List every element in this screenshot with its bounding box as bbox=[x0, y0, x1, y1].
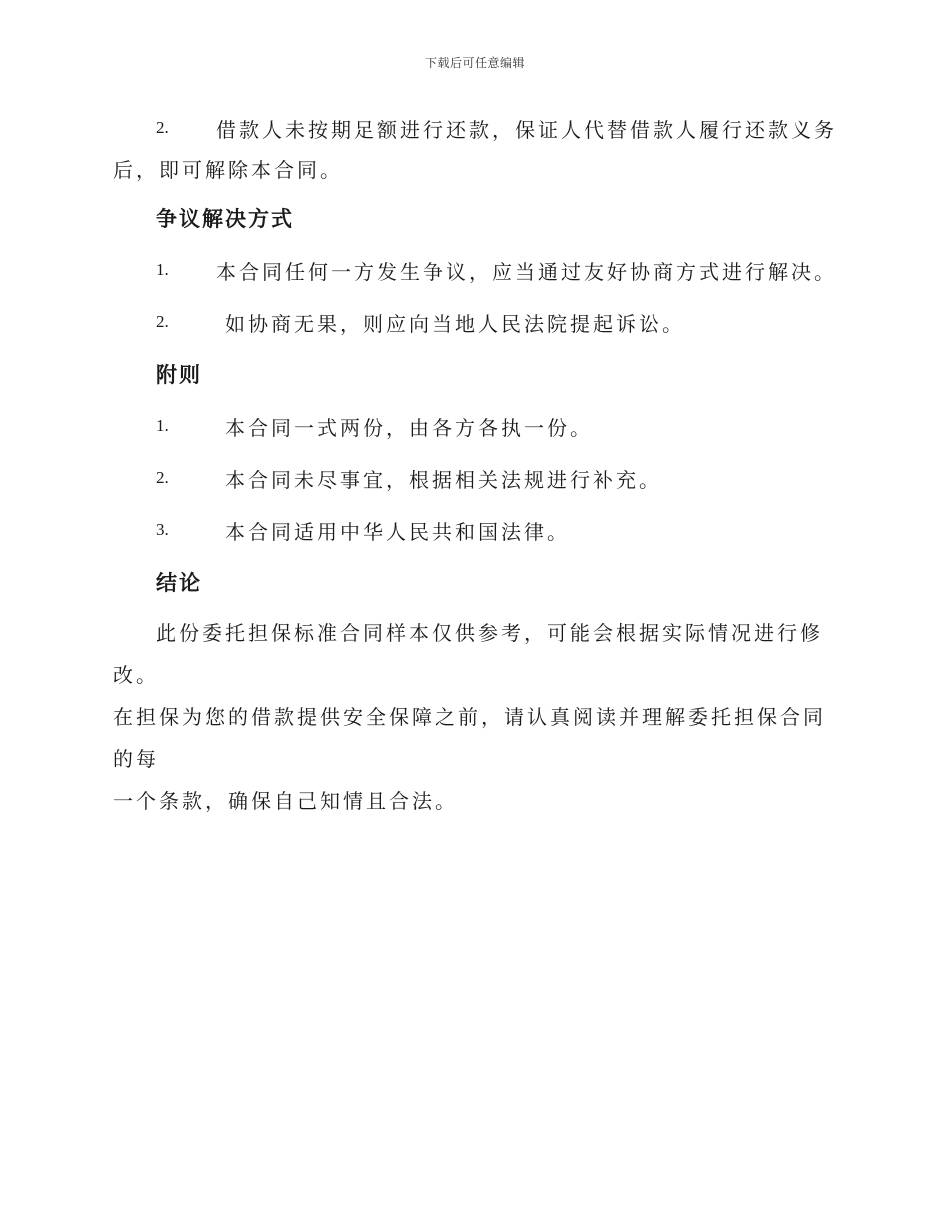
section-heading-conclusion: 结论 bbox=[156, 570, 202, 595]
document-body bbox=[113, 108, 837, 822]
item-number: 1. bbox=[156, 416, 169, 435]
section-heading-supplementary: 附则 bbox=[156, 362, 202, 387]
item-text: 本合同未尽事宜，根据相关法规进行补充。 bbox=[225, 467, 662, 492]
list-item bbox=[156, 400, 837, 452]
section-heading-dispute: 争议解决方式 bbox=[156, 206, 294, 231]
conclusion-paragraph bbox=[113, 612, 837, 822]
item-number: 2. bbox=[156, 468, 169, 487]
item-text-continuation: 后，即可解除本合同。 bbox=[113, 158, 343, 182]
item-text: 本合同适用中华人民共和国法律。 bbox=[225, 519, 570, 544]
item-number: 2. bbox=[156, 312, 169, 331]
item-number: 3. bbox=[156, 520, 169, 539]
conclusion-line: 一个条款，确保自己知情且合法。 bbox=[113, 789, 458, 813]
conclusion-line: 此份委托担保标准合同样本仅供参考，可能会根据实际情况进行修改。 bbox=[113, 621, 823, 687]
list-item bbox=[156, 108, 837, 148]
item-text: 如协商无果，则应向当地人民法院提起诉讼。 bbox=[225, 311, 685, 336]
item-text: 本合同任何一方发生争议，应当通过友好协商方式进行解决。 bbox=[216, 259, 837, 284]
item-text: 本合同一式两份，由各方各执一份。 bbox=[225, 415, 593, 440]
list-item bbox=[156, 244, 837, 296]
conclusion-line: 在担保为您的借款提供安全保障之前，请认真阅读并理解委托担保合同的每 bbox=[113, 705, 826, 771]
item-text: 借款人未按期足额进行还款，保证人代替借款人履行还款义务 bbox=[216, 117, 837, 142]
list-item bbox=[156, 296, 837, 348]
item-number: 2. bbox=[156, 118, 169, 137]
item-number: 1. bbox=[156, 260, 169, 279]
page-header: 下载后可任意编辑 bbox=[424, 56, 525, 70]
list-item bbox=[156, 452, 837, 504]
list-item bbox=[156, 504, 837, 556]
